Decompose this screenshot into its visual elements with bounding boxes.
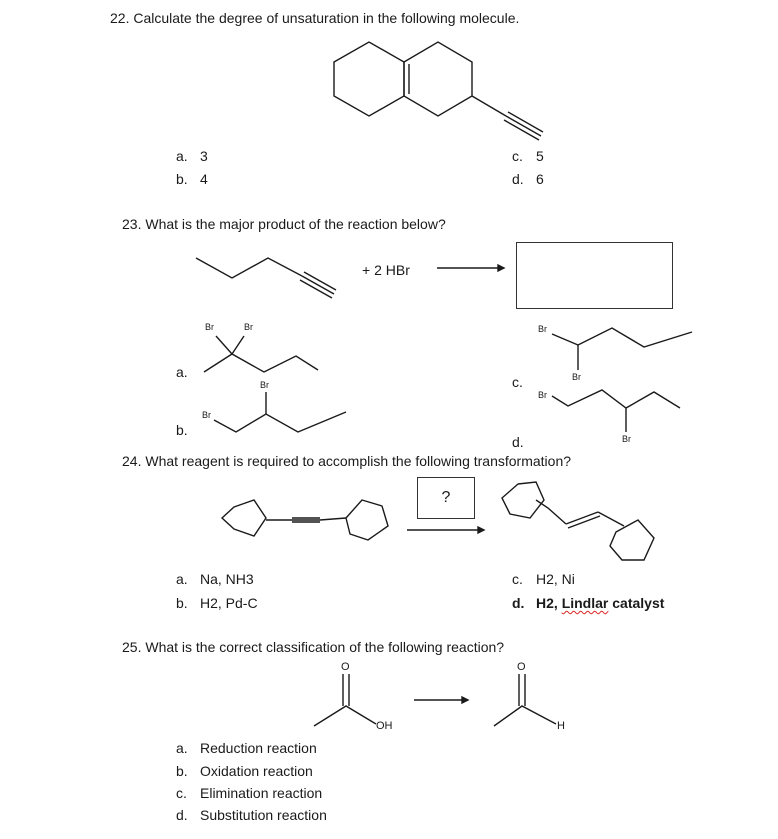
- q23-reaction-arrow: [437, 265, 504, 271]
- q24-alkyne-reactant: [222, 500, 388, 540]
- q24-alkene-product: [502, 482, 654, 560]
- q24-question-mark: ?: [441, 489, 451, 506]
- q23-option-a-structure: [204, 336, 318, 372]
- q23-option-b-structure: [214, 392, 346, 432]
- q23-c-br-label-2: Br: [572, 372, 581, 382]
- q23-b-br-label-2: Br: [202, 410, 211, 420]
- q24-option-b[interactable]: b. H2, Pd-C: [176, 595, 258, 611]
- q22-bicyclic-alkyne-molecule: [334, 42, 543, 140]
- question-23-text: 23. What is the major product of the reaction below?: [122, 216, 446, 232]
- q24-reaction-arrow: [407, 527, 484, 533]
- q25-carboxylic-acid-reactant: [314, 674, 376, 726]
- q23-option-d[interactable]: d.: [512, 434, 524, 450]
- question-22-text: 22. Calculate the degree of unsaturation in the following molecule.: [110, 10, 520, 26]
- q23-a-br-label-1: Br: [205, 322, 214, 332]
- lindlar-spellcheck-word: Lindlar: [561, 595, 609, 611]
- q25-hydrogen-label: H: [557, 720, 565, 732]
- q23-option-a[interactable]: a.: [176, 364, 188, 380]
- q23-pentyne-reactant: [196, 258, 336, 298]
- q24-option-c[interactable]: c. H2, Ni: [512, 571, 575, 587]
- q23-a-br-label-2: Br: [244, 322, 253, 332]
- q23-d-br-label-2: Br: [622, 434, 631, 444]
- q24-option-d[interactable]: d. H2, Lindlar catalyst: [512, 595, 665, 611]
- q23-option-b[interactable]: b.: [176, 422, 188, 438]
- q25-reaction-arrow: [414, 697, 468, 703]
- q25-option-b[interactable]: b. Oxidation reaction: [176, 763, 313, 779]
- question-24-text: 24. What reagent is required to accomplish the following transformation?: [122, 453, 572, 469]
- q23-option-d-structure: [552, 390, 680, 432]
- q23-option-c-structure: [552, 328, 692, 370]
- q23-reagent: + 2 HBr: [362, 262, 410, 278]
- q22-option-b[interactable]: b. 4: [176, 171, 208, 187]
- q25-option-c[interactable]: c. Elimination reaction: [176, 785, 323, 801]
- q22-option-d[interactable]: d. 6: [512, 171, 544, 187]
- q25-aldehyde-product: [494, 674, 556, 726]
- q22-option-c[interactable]: c. 5: [512, 148, 544, 164]
- q23-b-br-label-1: Br: [260, 380, 269, 390]
- q23-c-br-label-1: Br: [538, 324, 547, 334]
- q23-d-br-label-1: Br: [538, 390, 547, 400]
- question-25-text: 25. What is the correct classification of the following reaction?: [122, 639, 505, 655]
- q25-option-a[interactable]: a. Reduction reaction: [176, 740, 317, 756]
- q23-option-c[interactable]: c.: [512, 374, 523, 390]
- q22-option-a[interactable]: a. 3: [176, 148, 208, 164]
- q24-unknown-reagent-box: [417, 477, 475, 519]
- q23-answer-box: [516, 242, 673, 309]
- q25-option-d[interactable]: d. Substitution reaction: [176, 807, 327, 823]
- q24-option-a[interactable]: a. Na, NH3: [176, 571, 254, 587]
- q25-hydroxyl-label: OH: [376, 720, 393, 732]
- q25-reactant-oxygen-label: O: [341, 661, 350, 673]
- q25-product-oxygen-label: O: [517, 661, 526, 673]
